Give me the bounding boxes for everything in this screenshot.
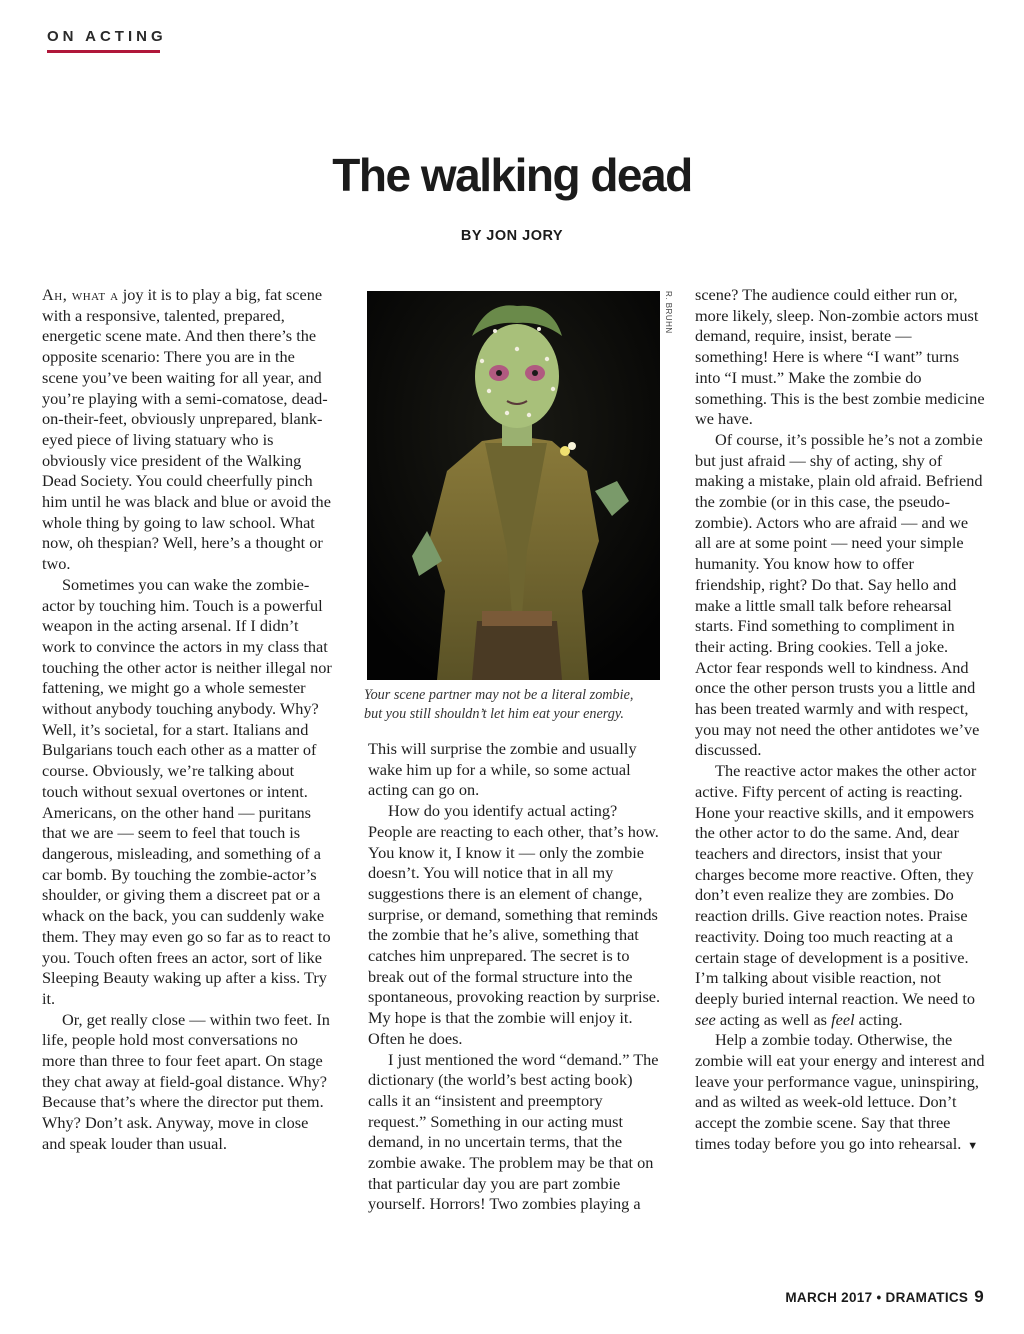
column-middle bbox=[368, 739, 664, 1215]
paragraph-text: Help a zombie today. Otherwise, the zombie will eat your energy and interest and leave your performance vague, uninspiring, and as wilted as week-old lettuce. Don’t accept the zombie scene. Say that three times today before you go into rehearsal. bbox=[695, 1030, 985, 1153]
photo-illustration bbox=[367, 291, 660, 680]
lead-in: Ah, what a bbox=[42, 285, 119, 304]
paragraph-text: The reactive actor makes the other actor active. Fifty percent of acting is reacting. Hone your reactive skills, and it empowers the other actor to do the same. And, dear teachers and directors, insist that your charges become more reactive. Often, they don’t even realize they are zombies. Do reaction drills. Give reaction notes. Praise reactivity. Doing too much reacting at a certain stage of development is a positive. I’m talking about visible reaction, not deeply buried internal reaction. We need to bbox=[695, 761, 977, 1008]
section-label: ON ACTING bbox=[47, 28, 167, 45]
column-right bbox=[695, 285, 985, 1157]
page-footer bbox=[785, 1287, 984, 1307]
column-left bbox=[42, 285, 334, 1155]
byline: BY JON JORY bbox=[460, 228, 564, 244]
photo-caption bbox=[364, 686, 670, 723]
section-rule bbox=[47, 50, 160, 53]
emphasis: see bbox=[695, 1009, 716, 1029]
caption-line: Your scene partner may not be a literal zombie, bbox=[364, 687, 634, 703]
paragraph-text: acting. bbox=[854, 1009, 903, 1029]
paragraph: Of course, it’s possible he’s not a zombie but just afraid — shy of acting, shy of making a mistake, plain old afraid. Befriend the zombie (or in this case, the pseudo-zombie). Actors who are afraid — and we all are at some point — need your simple humanity. You know how to offer friendship, right? Do that. Say hello and make a little small talk before rehearsal starts. Find something to compliment in their acting. Bring cookies. Tell a joke. Actor fear responds well to kindness. And once the other person trusts you a little and has been treated warmly and with respect, you may not need the other antidotes we’ve discussed. bbox=[695, 429, 983, 760]
paragraph: I just mentioned the word “demand.” The dictionary (the world’s best acting book) calls it an “insistent and preemptory request.” Something in our acting must demand, in no uncertain terms, that the zombie awake. The problem may be that on that particular day you are part zombie yourself. Horrors! Two zombies playing a bbox=[368, 1049, 659, 1214]
photo-credit: R. BRUHN bbox=[664, 291, 673, 334]
article-title: The walking dead bbox=[332, 149, 692, 201]
issue-label: MARCH 2017 • DRAMATICS bbox=[785, 1290, 969, 1305]
paragraph: This will surprise the zombie and usually wake him up for a while, so some actual acting can go on. bbox=[368, 739, 637, 800]
emphasis: feel bbox=[831, 1009, 855, 1029]
paragraph: scene? The audience could either run or, more likely, sleep. Non-zombie actors must demand, require, insist, berate — something! Here is where “I want” turns into “I must.” Make the zombie do something. This is the best zombie medicine we have. bbox=[695, 285, 985, 429]
page-number: 9 bbox=[974, 1287, 984, 1306]
paragraph bbox=[42, 285, 334, 575]
caption-line: but you still shouldn’t let him eat your energy. bbox=[364, 705, 624, 722]
paragraph bbox=[695, 761, 985, 1030]
paragraph-text: joy it is to play a big, fat scene with a responsive, talented, prepared, energetic scene mate. And then there’s the opposite scenario: There you are in the scene you’ve been waiting for all year, and you’re playing with a semi-comatose, dead-on-their-feet, obviously unprepared, blank-eyed piece of living statuary who is obviously vice president of the Walking Dead Society. You could cheerfully pinch him until he was black and blue or avoid the whole thing by going to law school. What now, oh thespian? Well, here’s a thought or two. bbox=[42, 285, 331, 574]
paragraph: Or, get really close — within two feet. In life, people hold most conversations no more than three to four feet apart. On stage they chat away at field-goal distance. Why? Because that’s where the director put them. Why? Don’t ask. Anyway, move in close and speak louder than usual. bbox=[42, 1009, 330, 1153]
paragraph: How do you identify actual acting? People are reacting to each other, that’s how. You know it, I know it — only the zombie doesn’t. You will notice that in all my suggestions there is an element of change, surprise, or demand, something that reminds the zombie that he’s alive, something that catches him unprepared. The secret is to break out of the formal structure into the spontaneous, provoking reaction by surprise. My hope is that the zombie will enjoy it. Often he does. bbox=[368, 801, 661, 1048]
zombie-actor-photo bbox=[367, 291, 660, 680]
paragraph: Sometimes you can wake the zombie-actor by touching him. Touch is a powerful weapon in the acting arsenal. If I didn’t work to convince the actors in my class that touching the other actor is neither illegal nor fattening, we might go a whole semester without anybody touching anybody. Why? Well, it’s societal, for a start. Italians and Bulgarians touch each other as a matter of course. Obviously, we’re talking about touch without sexual overtones or intent. Americans, on the other hand — puritans that we are — seem to feel that touch is dangerous, misleading, and something of a car bomb. By touching the zombie-actor’s shoulder, or giving them a discreet pat or a whack on the back, you can suddenly wake them. They may even go so far as to react to you. Touch often frees an actor, sort of like Sleeping Beauty waking up after a kiss. Try it. bbox=[42, 574, 332, 1008]
paragraph bbox=[695, 1030, 985, 1156]
paragraph-text: acting as well as bbox=[715, 1009, 832, 1029]
end-mark-icon: ▼ bbox=[967, 1139, 979, 1152]
